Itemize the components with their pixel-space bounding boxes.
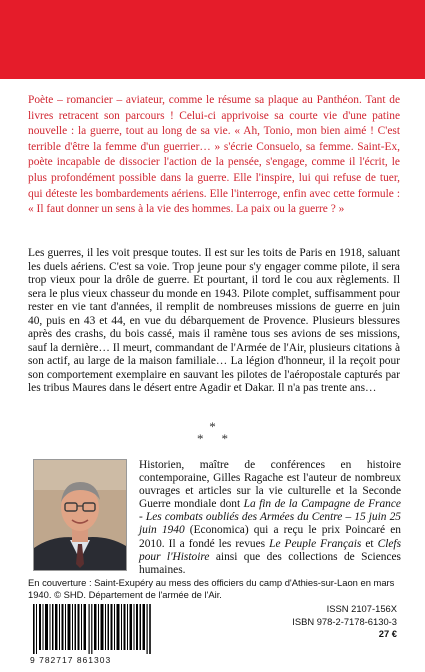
separator-star-row2: ** (197, 431, 246, 446)
red-intro-paragraph: Poète – romancier – aviateur, comme le résume sa plaque au Panthéon. Tant de livres retracent son parcours ! Celui-ci apprivoise sa courte vie d'une patine nouvelle : la guerre, tout au long de sa vie. « Ah, Tonio, mon bien aimé ! C'est terrible d'être la femme d'un guerrier… » s'écrie Consuelo, sa femme. Saint-Ex, poète incapable de dissocier l'action de la pensée, s'engage, comme il l'écrit, le plus profondément possible dans la guerre. Elle l'inspire, lui qui refuse de tuer, qui déteste les bombardements aériens. Elle l'interroge, enfin avec cette formule : « Il faut donner un sens à la vie des hommes. La paix ou la guerre ? » (28, 94, 400, 216)
separator-star-row1: * (209, 419, 216, 434)
author-biography (139, 459, 401, 577)
biography-paragraph: Les guerres, il les voit presque toutes. Il est sur les toits de Paris en 1918, saluant les duels aériens. C'est sa voie. Trop jeune pour s'y engager comme pilote, il sera trop vieux pour la drôle de guerre. Et pourtant, il tord le cou aux règlements. Il sera le plus vieux chasseur du monde en 1943. Pilote complet, suffisamment pour rester en vie tant d'années, il remplit de nombreuses missions de guerre en juin 40, puis en 43 et 44, en vue du débarquement de Provence. Plusieurs blessures après des crashs, du bois cassé, mais il ramène tous ses avions de ses missions, sauf la dernière… Il meurt, commandant de l'Armée de l'Air, plusieurs citations à son actif, au large de la maison familiale… La légion d'honneur, il la reçoit pour son comportement exemplaire en sauvant les pilotes de l'aéropostale capturés par les tribus Maures dans le désert entre Agadir et Dakar. Il n'a pas trente ans… (28, 247, 400, 394)
issn-number: ISSN 2107-156X (326, 603, 397, 614)
book-price: 27 € (378, 628, 397, 640)
bio-text-3: et (361, 537, 378, 550)
bio-text-2: (Economica) qui a reçu le prix Poincaré en 2010. Il a fondé les revues (139, 524, 401, 550)
author-portrait-image (34, 460, 126, 570)
barcode-digits: 9 782717 861303 (30, 655, 112, 665)
author-photo (33, 459, 127, 571)
barcode-image (33, 604, 151, 654)
section-separator (0, 419, 425, 446)
bio-text-1: Historien, maître de conférences en histoire contemporaine, Gilles Ragache est l'auteur de nombreux ouvrages et articles sur la vie culturelle et la Seconde Guerre mondiale dont (139, 459, 401, 511)
bio-text-4: ainsi que des collections de Sciences humaines. (139, 550, 401, 576)
bio-journal-title-1: Le Peuple Français (269, 537, 362, 550)
bio-book-title: La fin de la Campagne de France - Les combats oubliés des Armées du Centre – 15 juin 25 juin 1940 (139, 498, 401, 537)
red-header-band (0, 0, 425, 79)
publication-identifiers (292, 603, 397, 641)
isbn-number: ISBN 978-2-7178-6130-3 (292, 615, 397, 627)
bio-journal-title-2: Clefs pour l'Histoire (139, 537, 402, 563)
cover-caption: En couverture : Saint-Exupéry au mess des officiers du camp d'Athies-sur-Laon en mars 1940. © SHD. Département de l'armée de l'Air. (28, 577, 395, 601)
